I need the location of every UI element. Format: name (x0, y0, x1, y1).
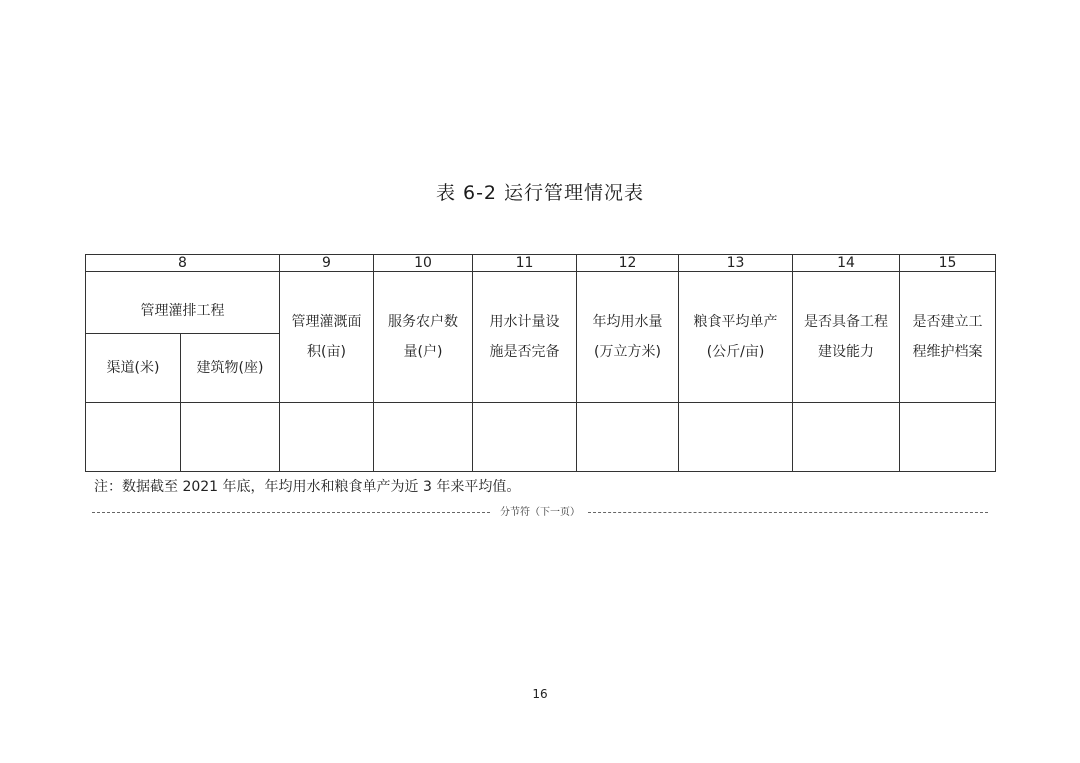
column-number: 9 (280, 255, 374, 272)
table-cell (473, 403, 577, 472)
table-cell (280, 403, 374, 472)
header-construction-capacity: 是否具备工程 建设能力 (793, 272, 900, 403)
column-number: 13 (679, 255, 793, 272)
header-maintenance-records: 是否建立工 程维护档案 (900, 272, 996, 403)
column-number: 11 (473, 255, 577, 272)
header-water-metering: 用水计量设 施是否完备 (473, 272, 577, 403)
sub-header-channels: 渠道(米) (86, 334, 181, 403)
column-number: 8 (86, 255, 280, 272)
section-break (92, 505, 988, 521)
header-annual-water-use: 年均用水量 (万立方米) (577, 272, 679, 403)
table-title: 表 6-2 运行管理情况表 (435, 182, 645, 204)
header-households-served: 服务农户数 量(户) (374, 272, 473, 403)
column-number-row (86, 255, 996, 272)
table-cell (86, 403, 181, 472)
header-irrigated-area: 管理灌溉面 积(亩) (280, 272, 374, 403)
table-cell (793, 403, 900, 472)
section-break-line-right (588, 512, 988, 513)
table-cell (679, 403, 793, 472)
table-row (86, 403, 996, 472)
page-number: 16 (532, 687, 548, 701)
column-number: 15 (900, 255, 996, 272)
section-break-label: 分节符（下一页） (500, 507, 580, 518)
column-number: 10 (374, 255, 473, 272)
table-cell (900, 403, 996, 472)
table-cell (374, 403, 473, 472)
column-number: 12 (577, 255, 679, 272)
table-note: 注：数据截至 2021 年底，年均用水和粮食单产为近 3 年来平均值。 (94, 479, 521, 495)
operation-management-table (85, 254, 996, 472)
header-grain-yield: 粮食平均单产 (公斤/亩) (679, 272, 793, 403)
sub-header-structures: 建筑物(座) (181, 334, 280, 403)
header-row (86, 272, 996, 334)
group-header-irrigation-works: 管理灌排工程 (86, 272, 280, 334)
column-number: 14 (793, 255, 900, 272)
table-cell (577, 403, 679, 472)
table-cell (181, 403, 280, 472)
